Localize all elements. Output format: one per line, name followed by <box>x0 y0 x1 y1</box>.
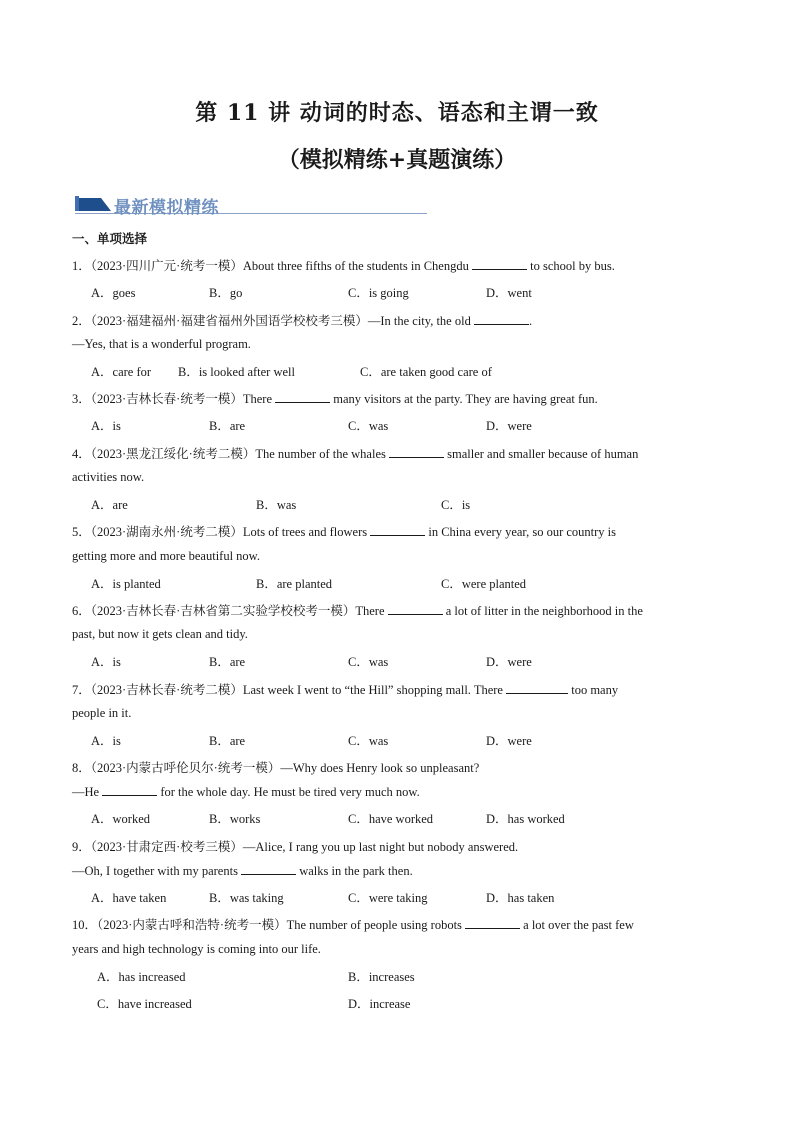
option-a: A．have taken <box>91 891 167 905</box>
option-c: C．was <box>348 734 389 748</box>
answer-blank <box>275 391 330 403</box>
question-text: Last week I went to “the Hill” shopping mall. There <box>242 683 507 697</box>
question-text: Lots of trees and flowers <box>242 525 371 539</box>
question-number: 5． <box>72 525 91 539</box>
question-9-line2 <box>72 863 413 879</box>
question-source: （2023·吉林长春·统考一模） <box>90 392 243 406</box>
section-label: 最新模拟精练 <box>114 198 219 218</box>
option-b: B．are <box>209 419 246 433</box>
option-a: A．is <box>91 734 121 748</box>
question-10 <box>72 915 634 933</box>
question-text: —Alice, I rang you up last night but nobody answered. <box>242 840 519 854</box>
question-2-line2: —Yes, that is a wonderful program. <box>72 337 251 351</box>
question-text: —Why does Henry look so unpleasant? <box>280 761 480 775</box>
option-a: A．is planted <box>91 577 161 591</box>
question-source: （2023·吉林长春·吉林省第二实验学校校考一模） <box>90 604 356 618</box>
question-text: —He <box>72 785 103 799</box>
question-number: 8． <box>72 761 91 775</box>
option-a: A．goes <box>91 286 136 300</box>
question-text: a lot over the past few <box>520 918 634 932</box>
option-a: A．are <box>91 498 128 512</box>
option-b: B．works <box>209 812 261 826</box>
option-b: B．are planted <box>256 577 333 591</box>
option-b: B．go <box>209 286 243 300</box>
option-a: A．worked <box>91 812 151 826</box>
option-b: B．is looked after well <box>178 365 295 379</box>
question-source: （2023·甘肃定西·校考三模） <box>90 840 243 854</box>
question-source: （2023·内蒙古呼伦贝尔·统考一模） <box>90 761 281 775</box>
question-4-line2: activities now. <box>72 470 145 484</box>
answer-blank <box>370 524 425 536</box>
option-b: B．are <box>209 734 246 748</box>
question-1 <box>72 256 615 274</box>
option-d: D．were <box>486 655 532 669</box>
option-c: C．have worked <box>348 812 434 826</box>
question-5-line2: getting more and more beautiful now. <box>72 549 261 563</box>
question-text: walks in the park then. <box>296 864 413 878</box>
answer-blank <box>389 446 444 458</box>
question-9 <box>72 837 518 855</box>
question-number: 10． <box>72 918 98 932</box>
question-text: smaller and smaller because of human <box>443 447 639 461</box>
question-text: . <box>528 314 533 328</box>
question-number: 9． <box>72 840 91 854</box>
section-banner-icon <box>75 196 111 211</box>
answer-blank <box>472 258 527 270</box>
question-number: 4． <box>72 447 91 461</box>
option-d: D．went <box>486 286 532 300</box>
option-b: B．are <box>209 655 246 669</box>
option-c: C．was <box>348 655 389 669</box>
section-header <box>75 194 430 216</box>
option-c: C．are taken good care of <box>360 365 492 379</box>
question-number: 6． <box>72 604 91 618</box>
option-c: C．was <box>348 419 389 433</box>
question-text: to school by bus. <box>526 259 615 273</box>
option-b: B．increases <box>348 970 415 984</box>
question-text: The number of the whales <box>255 447 389 461</box>
answer-blank <box>102 784 157 796</box>
question-5 <box>72 522 616 540</box>
question-text: There <box>242 392 276 406</box>
question-7-line2: people in it. <box>72 706 132 720</box>
question-3 <box>72 389 598 407</box>
question-text: —In the city, the old <box>367 314 474 328</box>
option-d: D．has taken <box>486 891 555 905</box>
question-source: （2023·吉林长春·统考二模） <box>90 683 243 697</box>
question-8-line2 <box>72 784 420 800</box>
option-d: D．were <box>486 419 532 433</box>
question-text: There <box>355 604 388 618</box>
option-a: A．has increased <box>97 970 186 984</box>
question-text: a lot of litter in the neighborhood in the <box>442 604 643 618</box>
question-text: —Oh, I together with my parents <box>72 864 242 878</box>
question-text: for the whole day. He must be tired very much now. <box>157 785 420 799</box>
answer-blank <box>388 603 443 615</box>
option-b: B．was taking <box>209 891 284 905</box>
option-c: C．were planted <box>441 577 527 591</box>
question-source: （2023·福建福州·福建省福州外国语学校校考三模） <box>90 314 368 328</box>
page-title: 第 11 讲 动词的时态、语态和主谓一致 <box>195 100 599 126</box>
question-number: 2． <box>72 314 91 328</box>
option-d: D．has worked <box>486 812 565 826</box>
answer-blank <box>506 682 568 694</box>
part-title: 一、单项选择 <box>72 231 148 246</box>
question-number: 1． <box>72 259 91 273</box>
question-text: many visitors at the party. They are having great fun. <box>330 392 598 406</box>
option-a: A．care for <box>91 365 152 379</box>
option-d: D．were <box>486 734 532 748</box>
option-c: C．have increased <box>97 997 192 1011</box>
option-d: D．increase <box>348 997 411 1011</box>
question-6 <box>72 601 643 619</box>
question-text: too many <box>568 683 619 697</box>
answer-blank <box>465 917 520 929</box>
question-10-line2: years and high technology is coming into our life. <box>72 942 321 956</box>
question-8 <box>72 758 479 776</box>
option-c: C．were taking <box>348 891 428 905</box>
question-7 <box>72 680 618 698</box>
page-subtitle: （模拟精练+真题演练） <box>277 147 517 173</box>
question-source: （2023·湖南永州·统考二模） <box>90 525 243 539</box>
option-b: B．was <box>256 498 297 512</box>
question-source: （2023·内蒙古呼和浩特·统考一模） <box>97 918 287 932</box>
question-source: （2023·四川广元·统考一模） <box>90 259 243 273</box>
option-a: A．is <box>91 419 121 433</box>
option-c: C．is <box>441 498 471 512</box>
option-c: C．is going <box>348 286 409 300</box>
question-number: 3． <box>72 392 91 406</box>
option-a: A．is <box>91 655 121 669</box>
question-text: The number of people using robots <box>286 918 466 932</box>
question-2 <box>72 311 532 329</box>
question-6-line2: past, but now it gets clean and tidy. <box>72 627 248 641</box>
question-text: in China every year, so our country is <box>425 525 617 539</box>
question-number: 7． <box>72 683 91 697</box>
question-source: （2023·黑龙江绥化·统考二模） <box>90 447 256 461</box>
question-4 <box>72 444 638 462</box>
answer-blank <box>241 863 296 875</box>
question-text: About three fifths of the students in Chengdu <box>242 259 472 273</box>
answer-blank <box>474 313 529 325</box>
